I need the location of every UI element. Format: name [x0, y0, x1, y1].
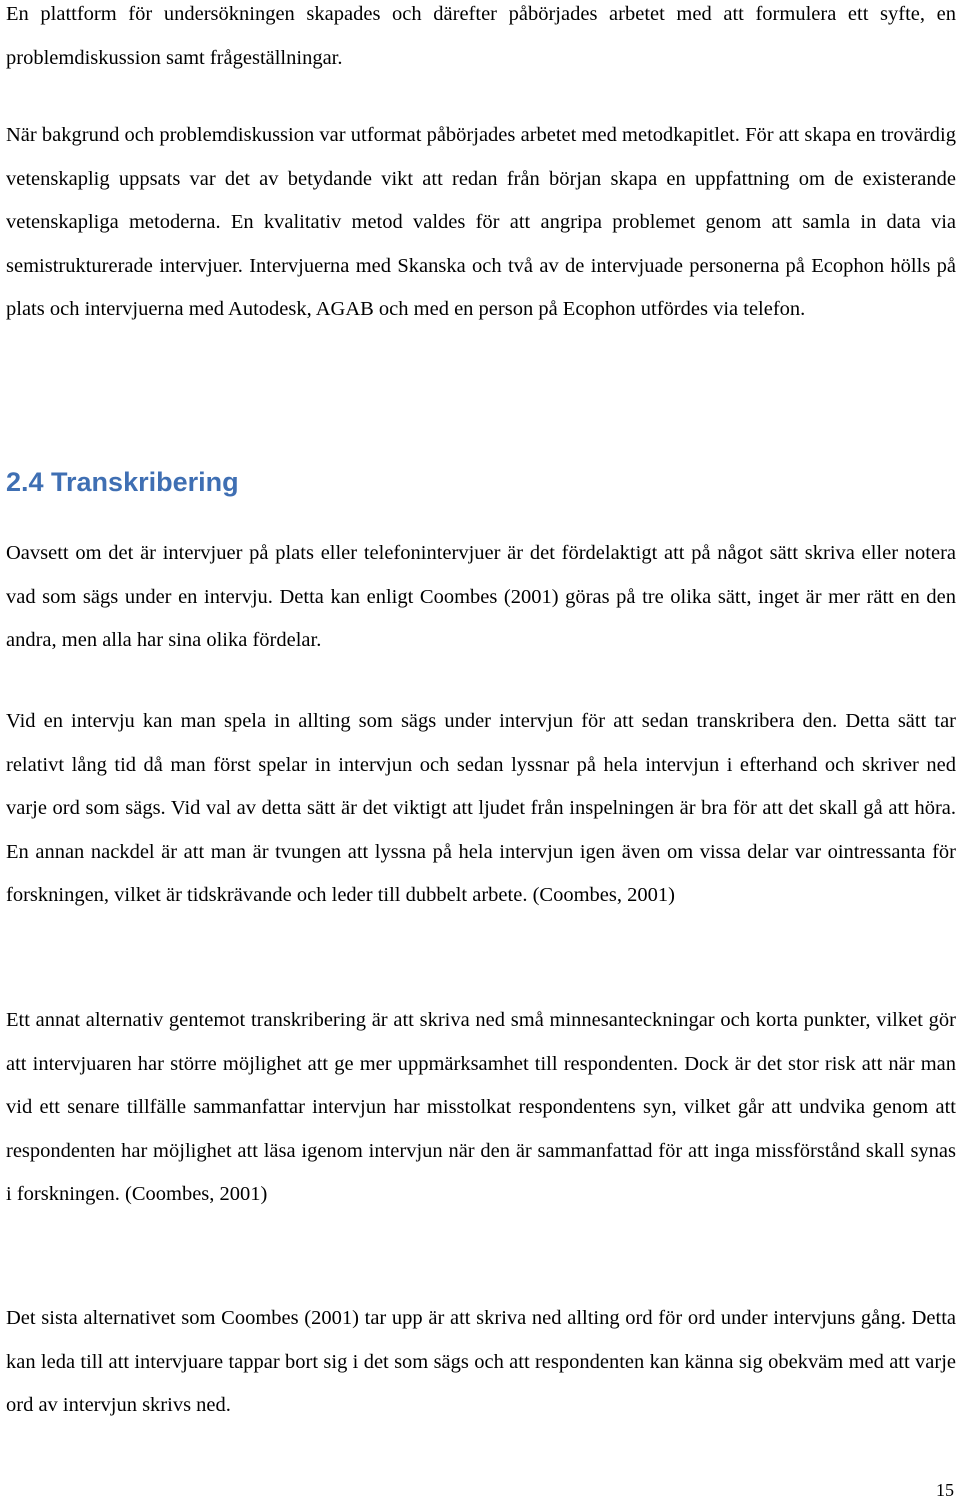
paragraph-intro: En plattform för undersökningen skapades och därefter påbörjades arbetet med att formulera ett syfte, en problemdiskussion samt frågeställningar. [6, 3, 956, 69]
section-heading: 2.4 Transkribering [6, 467, 239, 497]
paragraph-recording: Vid en intervju kan man spela in allting som sägs under intervjun för att sedan transkribera den. Detta sätt tar relativt lång tid då man först spelar in intervjun och sedan lyssnar på hela intervjun i efterhand och skriver ned varje ord som sägs. Vid val av detta sätt är det viktigt att ljudet från inspelningen är bra för att det skall gå att höra. En annan nackdel är att man är tvungen att lyssna på hela intervjun igen även om vissa delar var ointressanta för forskningen, vilket är tidskrävande och leder till dubbelt arbete. (Coombes, 2001) [6, 710, 956, 906]
paragraph-method: När bakgrund och problemdiskussion var utformat påbörjades arbetet med metodkapitlet. För att skapa en trovärdig vetenskaplig uppsats var det av betydande vikt att redan från början skapa en uppfattning om de existerande vetenskapliga metoderna. En kvalitativ metod valdes för att angripa problemet genom att samla in data via semistrukturerade intervjuer. Intervjuerna med Skanska och två av de intervjuade personerna på Ecophon hölls på plats och intervjuerna med Autodesk, AGAB och med en person på Ecophon utfördes via telefon. [6, 124, 956, 320]
page-number: 15 [936, 1480, 954, 1500]
paragraph-transcription-intro: Oavsett om det är intervjuer på plats eller telefonintervjuer är det fördelaktigt att på något sätt skriva eller notera vad som sägs under en intervju. Detta kan enligt Coombes (2001) göras på tre olika sätt, inget är mer rätt en den andra, men alla har sina olika fördelar. [6, 542, 956, 651]
paragraph-notes: Ett annat alternativ gentemot transkribering är att skriva ned små minnesanteckningar och korta punkter, vilket gör att intervjuaren har större möjlighet att ge mer uppmärksamhet till respondenten. Dock är det stor risk att när man vid ett senare tillfälle sammanfattar intervjun har misstolkat respondentens syn, vilket går att undvika genom att respondenten har möjlighet att läsa igenom intervjun när den är sammanfattad för att inga missförstånd skall synas i forskningen. (Coombes, 2001) [6, 1009, 956, 1205]
paragraph-verbatim: Det sista alternativet som Coombes (2001) tar upp är att skriva ned allting ord för ord under intervjuns gång. Detta kan leda till att intervjuare tappar bort sig i det som sägs och att respondenten kan känna sig obekväm med att varje ord av intervjun skrivs ned. [6, 1307, 956, 1416]
